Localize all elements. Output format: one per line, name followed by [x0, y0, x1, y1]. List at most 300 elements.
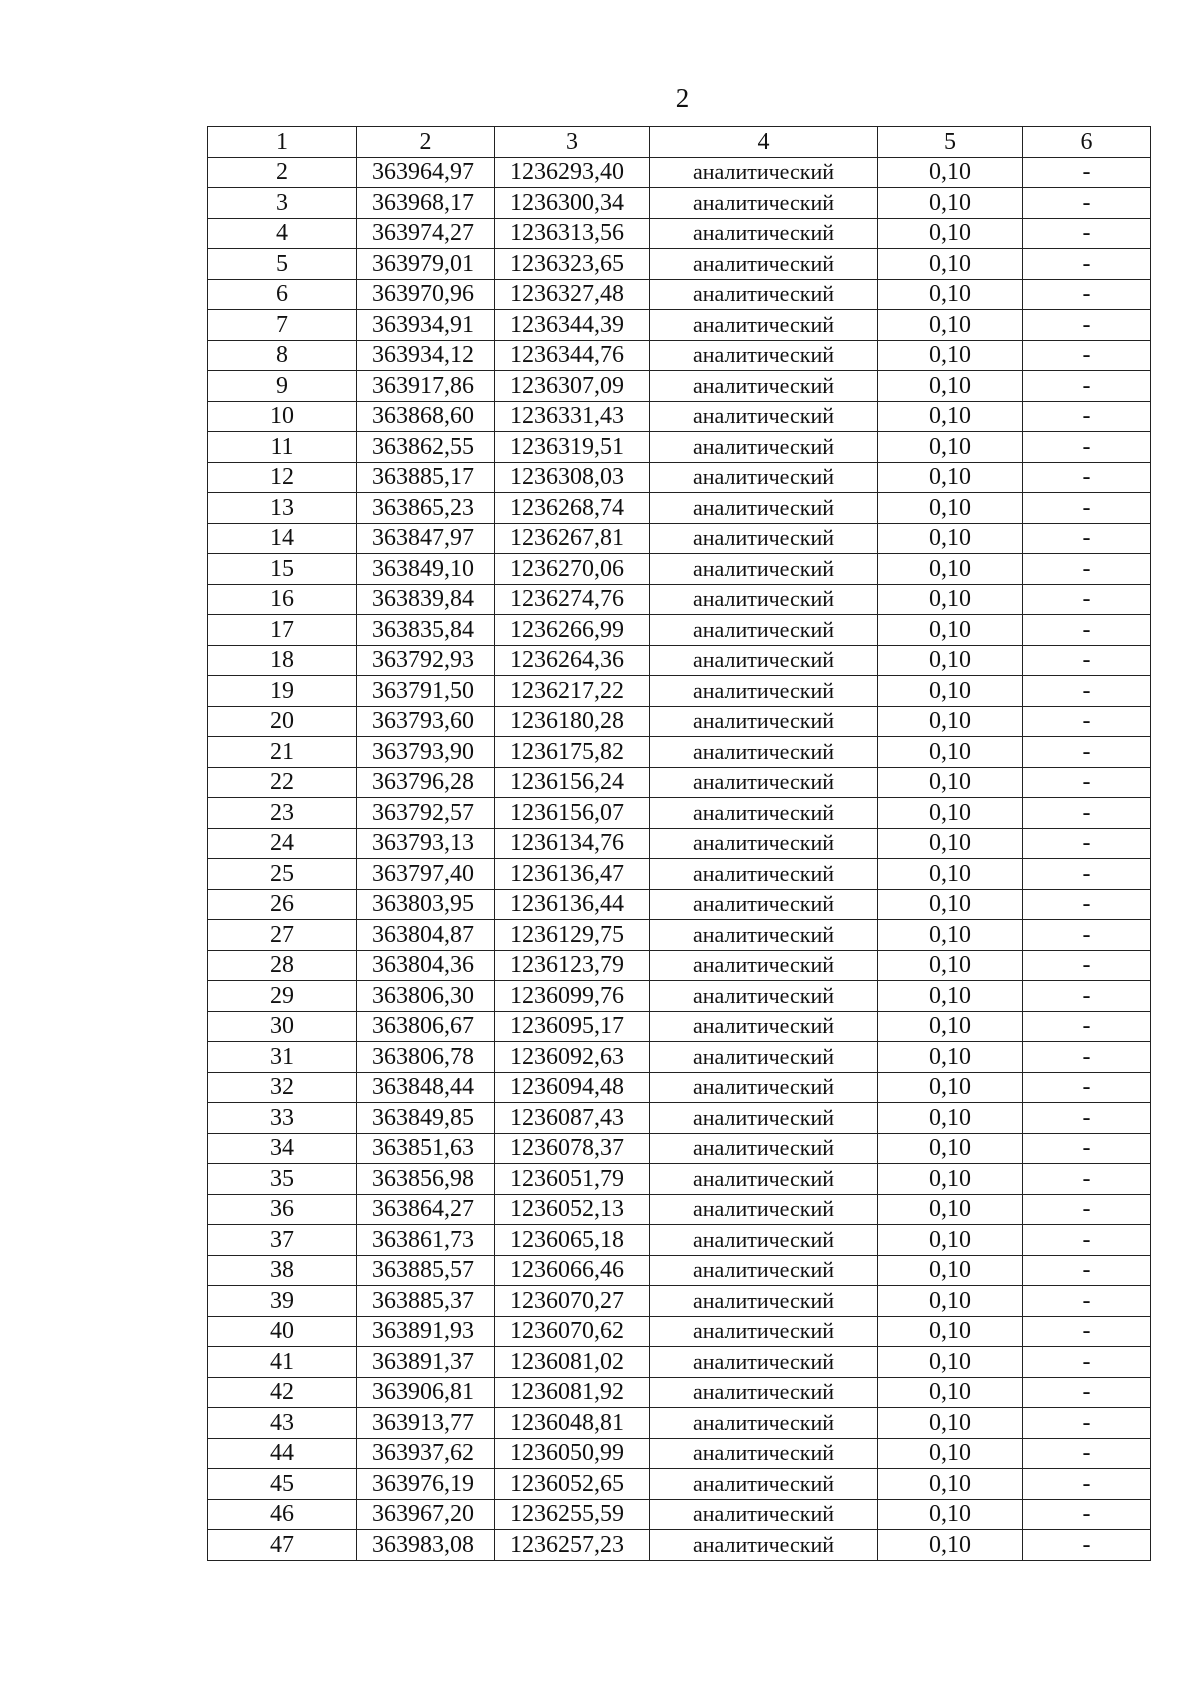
method-cell: аналитический — [650, 1347, 878, 1378]
accuracy-cell: 0,10 — [878, 645, 1023, 676]
y-coordinate-cell: 1236266,99 — [495, 615, 650, 646]
point-number-cell: 37 — [208, 1225, 357, 1256]
note-cell: - — [1023, 1316, 1151, 1347]
y-coordinate-cell: 1236274,76 — [495, 584, 650, 615]
table-row — [208, 279, 1151, 310]
note-cell: - — [1023, 1499, 1151, 1530]
page-number: 2 — [675, 83, 690, 113]
x-coordinate-cell: 363806,78 — [357, 1042, 495, 1073]
accuracy-cell: 0,10 — [878, 1072, 1023, 1103]
method-cell: аналитический — [650, 859, 878, 890]
table-row — [208, 371, 1151, 402]
point-number-cell: 31 — [208, 1042, 357, 1073]
y-coordinate-cell: 1236066,46 — [495, 1255, 650, 1286]
method-cell: аналитический — [650, 1255, 878, 1286]
method-cell: аналитический — [650, 1530, 878, 1561]
method-cell: аналитический — [650, 1072, 878, 1103]
method-cell: аналитический — [650, 1164, 878, 1195]
note-cell: - — [1023, 462, 1151, 493]
table-row — [208, 859, 1151, 890]
accuracy-cell: 0,10 — [878, 554, 1023, 585]
table-row — [208, 157, 1151, 188]
y-coordinate-cell: 1236307,09 — [495, 371, 650, 402]
table-row — [208, 645, 1151, 676]
y-coordinate-cell: 1236293,40 — [495, 157, 650, 188]
y-coordinate-cell: 1236136,47 — [495, 859, 650, 890]
method-cell: аналитический — [650, 1316, 878, 1347]
note-cell: - — [1023, 950, 1151, 981]
method-cell: аналитический — [650, 1011, 878, 1042]
x-coordinate-cell: 363849,85 — [357, 1103, 495, 1134]
point-number-cell: 13 — [208, 493, 357, 524]
accuracy-cell: 0,10 — [878, 310, 1023, 341]
accuracy-cell: 0,10 — [878, 371, 1023, 402]
accuracy-cell: 0,10 — [878, 584, 1023, 615]
point-number-cell: 10 — [208, 401, 357, 432]
method-cell: аналитический — [650, 950, 878, 981]
x-coordinate-cell: 363913,77 — [357, 1408, 495, 1439]
note-cell: - — [1023, 493, 1151, 524]
y-coordinate-cell: 1236270,06 — [495, 554, 650, 585]
method-cell: аналитический — [650, 218, 878, 249]
point-number-cell: 15 — [208, 554, 357, 585]
header-cell: 5 — [878, 127, 1023, 158]
x-coordinate-cell: 363806,30 — [357, 981, 495, 1012]
method-cell: аналитический — [650, 554, 878, 585]
note-cell: - — [1023, 828, 1151, 859]
accuracy-cell: 0,10 — [878, 767, 1023, 798]
method-cell: аналитический — [650, 493, 878, 524]
y-coordinate-cell: 1236048,81 — [495, 1408, 650, 1439]
note-cell: - — [1023, 310, 1151, 341]
method-cell: аналитический — [650, 279, 878, 310]
point-number-cell: 36 — [208, 1194, 357, 1225]
point-number-cell: 38 — [208, 1255, 357, 1286]
accuracy-cell: 0,10 — [878, 1103, 1023, 1134]
table-body — [208, 127, 1151, 1561]
table-row — [208, 249, 1151, 280]
method-cell: аналитический — [650, 371, 878, 402]
table-row — [208, 340, 1151, 371]
y-coordinate-cell: 1236300,34 — [495, 188, 650, 219]
table-row — [208, 218, 1151, 249]
note-cell: - — [1023, 1011, 1151, 1042]
note-cell: - — [1023, 1042, 1151, 1073]
y-coordinate-cell: 1236051,79 — [495, 1164, 650, 1195]
x-coordinate-cell: 363885,57 — [357, 1255, 495, 1286]
y-coordinate-cell: 1236095,17 — [495, 1011, 650, 1042]
accuracy-cell: 0,10 — [878, 1530, 1023, 1561]
y-coordinate-cell: 1236180,28 — [495, 706, 650, 737]
accuracy-cell: 0,10 — [878, 737, 1023, 768]
y-coordinate-cell: 1236264,36 — [495, 645, 650, 676]
table-row — [208, 950, 1151, 981]
header-cell: 2 — [357, 127, 495, 158]
y-coordinate-cell: 1236323,65 — [495, 249, 650, 280]
table-header-row — [208, 127, 1151, 158]
accuracy-cell: 0,10 — [878, 1011, 1023, 1042]
accuracy-cell: 0,10 — [878, 676, 1023, 707]
x-coordinate-cell: 363979,01 — [357, 249, 495, 280]
table-row — [208, 767, 1151, 798]
note-cell: - — [1023, 1347, 1151, 1378]
point-number-cell: 14 — [208, 523, 357, 554]
method-cell: аналитический — [650, 1194, 878, 1225]
method-cell: аналитический — [650, 1103, 878, 1134]
method-cell: аналитический — [650, 981, 878, 1012]
point-number-cell: 22 — [208, 767, 357, 798]
accuracy-cell: 0,10 — [878, 1469, 1023, 1500]
accuracy-cell: 0,10 — [878, 920, 1023, 951]
y-coordinate-cell: 1236087,43 — [495, 1103, 650, 1134]
point-number-cell: 21 — [208, 737, 357, 768]
method-cell: аналитический — [650, 1469, 878, 1500]
x-coordinate-cell: 363793,13 — [357, 828, 495, 859]
y-coordinate-cell: 1236257,23 — [495, 1530, 650, 1561]
note-cell: - — [1023, 218, 1151, 249]
y-coordinate-cell: 1236081,02 — [495, 1347, 650, 1378]
x-coordinate-cell: 363803,95 — [357, 889, 495, 920]
method-cell: аналитический — [650, 1408, 878, 1439]
method-cell: аналитический — [650, 767, 878, 798]
point-number-cell: 29 — [208, 981, 357, 1012]
method-cell: аналитический — [650, 401, 878, 432]
x-coordinate-cell: 363864,27 — [357, 1194, 495, 1225]
accuracy-cell: 0,10 — [878, 1194, 1023, 1225]
x-coordinate-cell: 363885,37 — [357, 1286, 495, 1317]
note-cell: - — [1023, 1194, 1151, 1225]
method-cell: аналитический — [650, 584, 878, 615]
table-row — [208, 981, 1151, 1012]
x-coordinate-cell: 363796,28 — [357, 767, 495, 798]
table-row — [208, 401, 1151, 432]
accuracy-cell: 0,10 — [878, 401, 1023, 432]
accuracy-cell: 0,10 — [878, 1438, 1023, 1469]
y-coordinate-cell: 1236267,81 — [495, 523, 650, 554]
method-cell: аналитический — [650, 157, 878, 188]
accuracy-cell: 0,10 — [878, 279, 1023, 310]
x-coordinate-cell: 363848,44 — [357, 1072, 495, 1103]
y-coordinate-cell: 1236052,65 — [495, 1469, 650, 1500]
table-row — [208, 1072, 1151, 1103]
point-number-cell: 23 — [208, 798, 357, 829]
point-number-cell: 18 — [208, 645, 357, 676]
point-number-cell: 32 — [208, 1072, 357, 1103]
accuracy-cell: 0,10 — [878, 798, 1023, 829]
note-cell: - — [1023, 249, 1151, 280]
table-row — [208, 1286, 1151, 1317]
x-coordinate-cell: 363804,36 — [357, 950, 495, 981]
x-coordinate-cell: 363868,60 — [357, 401, 495, 432]
x-coordinate-cell: 363967,20 — [357, 1499, 495, 1530]
x-coordinate-cell: 363891,37 — [357, 1347, 495, 1378]
header-cell: 6 — [1023, 127, 1151, 158]
method-cell: аналитический — [650, 920, 878, 951]
method-cell: аналитический — [650, 188, 878, 219]
x-coordinate-cell: 363792,57 — [357, 798, 495, 829]
table-row — [208, 432, 1151, 463]
accuracy-cell: 0,10 — [878, 188, 1023, 219]
x-coordinate-cell: 363974,27 — [357, 218, 495, 249]
table-row — [208, 523, 1151, 554]
table-row — [208, 706, 1151, 737]
method-cell: аналитический — [650, 1042, 878, 1073]
point-number-cell: 26 — [208, 889, 357, 920]
x-coordinate-cell: 363806,67 — [357, 1011, 495, 1042]
table-row — [208, 1499, 1151, 1530]
accuracy-cell: 0,10 — [878, 218, 1023, 249]
table-row — [208, 1408, 1151, 1439]
note-cell: - — [1023, 645, 1151, 676]
note-cell: - — [1023, 523, 1151, 554]
table-row — [208, 1103, 1151, 1134]
point-number-cell: 16 — [208, 584, 357, 615]
y-coordinate-cell: 1236092,63 — [495, 1042, 650, 1073]
x-coordinate-cell: 363861,73 — [357, 1225, 495, 1256]
note-cell: - — [1023, 157, 1151, 188]
y-coordinate-cell: 1236308,03 — [495, 462, 650, 493]
note-cell: - — [1023, 188, 1151, 219]
note-cell: - — [1023, 737, 1151, 768]
table-row — [208, 920, 1151, 951]
accuracy-cell: 0,10 — [878, 1316, 1023, 1347]
table-row — [208, 1194, 1151, 1225]
table-row — [208, 1347, 1151, 1378]
accuracy-cell: 0,10 — [878, 493, 1023, 524]
accuracy-cell: 0,10 — [878, 706, 1023, 737]
point-number-cell: 9 — [208, 371, 357, 402]
accuracy-cell: 0,10 — [878, 1164, 1023, 1195]
accuracy-cell: 0,10 — [878, 1377, 1023, 1408]
y-coordinate-cell: 1236156,24 — [495, 767, 650, 798]
x-coordinate-cell: 363968,17 — [357, 188, 495, 219]
method-cell: аналитический — [650, 340, 878, 371]
point-number-cell: 45 — [208, 1469, 357, 1500]
note-cell: - — [1023, 1408, 1151, 1439]
y-coordinate-cell: 1236327,48 — [495, 279, 650, 310]
y-coordinate-cell: 1236070,62 — [495, 1316, 650, 1347]
y-coordinate-cell: 1236094,48 — [495, 1072, 650, 1103]
y-coordinate-cell: 1236052,13 — [495, 1194, 650, 1225]
point-number-cell: 20 — [208, 706, 357, 737]
table-row — [208, 889, 1151, 920]
method-cell: аналитический — [650, 645, 878, 676]
accuracy-cell: 0,10 — [878, 1347, 1023, 1378]
point-number-cell: 6 — [208, 279, 357, 310]
point-number-cell: 12 — [208, 462, 357, 493]
table-row — [208, 1438, 1151, 1469]
table-row — [208, 1042, 1151, 1073]
method-cell: аналитический — [650, 432, 878, 463]
point-number-cell: 42 — [208, 1377, 357, 1408]
point-number-cell: 11 — [208, 432, 357, 463]
accuracy-cell: 0,10 — [878, 615, 1023, 646]
table-row — [208, 310, 1151, 341]
note-cell: - — [1023, 279, 1151, 310]
note-cell: - — [1023, 371, 1151, 402]
accuracy-cell: 0,10 — [878, 1255, 1023, 1286]
method-cell: аналитический — [650, 737, 878, 768]
y-coordinate-cell: 1236217,22 — [495, 676, 650, 707]
x-coordinate-cell: 363835,84 — [357, 615, 495, 646]
accuracy-cell: 0,10 — [878, 950, 1023, 981]
method-cell: аналитический — [650, 828, 878, 859]
note-cell: - — [1023, 1469, 1151, 1500]
y-coordinate-cell: 1236078,37 — [495, 1133, 650, 1164]
table-row — [208, 676, 1151, 707]
method-cell: аналитический — [650, 615, 878, 646]
table-row — [208, 462, 1151, 493]
note-cell: - — [1023, 1255, 1151, 1286]
x-coordinate-cell: 363934,91 — [357, 310, 495, 341]
point-number-cell: 39 — [208, 1286, 357, 1317]
x-coordinate-cell: 363885,17 — [357, 462, 495, 493]
table-row — [208, 1225, 1151, 1256]
x-coordinate-cell: 363792,93 — [357, 645, 495, 676]
x-coordinate-cell: 363851,63 — [357, 1133, 495, 1164]
y-coordinate-cell: 1236136,44 — [495, 889, 650, 920]
point-number-cell: 46 — [208, 1499, 357, 1530]
note-cell: - — [1023, 798, 1151, 829]
method-cell: аналитический — [650, 1499, 878, 1530]
y-coordinate-cell: 1236081,92 — [495, 1377, 650, 1408]
table-row — [208, 1469, 1151, 1500]
y-coordinate-cell: 1236129,75 — [495, 920, 650, 951]
note-cell: - — [1023, 1133, 1151, 1164]
note-cell: - — [1023, 1164, 1151, 1195]
note-cell: - — [1023, 1286, 1151, 1317]
note-cell: - — [1023, 340, 1151, 371]
accuracy-cell: 0,10 — [878, 523, 1023, 554]
method-cell: аналитический — [650, 1286, 878, 1317]
y-coordinate-cell: 1236255,59 — [495, 1499, 650, 1530]
point-number-cell: 5 — [208, 249, 357, 280]
point-number-cell: 19 — [208, 676, 357, 707]
method-cell: аналитический — [650, 706, 878, 737]
x-coordinate-cell: 363983,08 — [357, 1530, 495, 1561]
table-row — [208, 188, 1151, 219]
point-number-cell: 44 — [208, 1438, 357, 1469]
note-cell: - — [1023, 1103, 1151, 1134]
method-cell: аналитический — [650, 676, 878, 707]
point-number-cell: 43 — [208, 1408, 357, 1439]
coordinates-table — [207, 126, 1151, 1561]
accuracy-cell: 0,10 — [878, 340, 1023, 371]
x-coordinate-cell: 363970,96 — [357, 279, 495, 310]
method-cell: аналитический — [650, 889, 878, 920]
x-coordinate-cell: 363934,12 — [357, 340, 495, 371]
point-number-cell: 2 — [208, 157, 357, 188]
y-coordinate-cell: 1236313,56 — [495, 218, 650, 249]
point-number-cell: 3 — [208, 188, 357, 219]
method-cell: аналитический — [650, 1225, 878, 1256]
table-row — [208, 737, 1151, 768]
note-cell: - — [1023, 889, 1151, 920]
x-coordinate-cell: 363865,23 — [357, 493, 495, 524]
note-cell: - — [1023, 1225, 1151, 1256]
header-cell: 1 — [208, 127, 357, 158]
note-cell: - — [1023, 1377, 1151, 1408]
x-coordinate-cell: 363917,86 — [357, 371, 495, 402]
y-coordinate-cell: 1236050,99 — [495, 1438, 650, 1469]
accuracy-cell: 0,10 — [878, 889, 1023, 920]
method-cell: аналитический — [650, 523, 878, 554]
x-coordinate-cell: 363847,97 — [357, 523, 495, 554]
table-row — [208, 1164, 1151, 1195]
x-coordinate-cell: 363791,50 — [357, 676, 495, 707]
method-cell: аналитический — [650, 1377, 878, 1408]
x-coordinate-cell: 363856,98 — [357, 1164, 495, 1195]
point-number-cell: 4 — [208, 218, 357, 249]
table-row — [208, 615, 1151, 646]
note-cell: - — [1023, 859, 1151, 890]
note-cell: - — [1023, 981, 1151, 1012]
point-number-cell: 28 — [208, 950, 357, 981]
method-cell: аналитический — [650, 249, 878, 280]
table-row — [208, 828, 1151, 859]
table-row — [208, 1377, 1151, 1408]
table-row — [208, 554, 1151, 585]
method-cell: аналитический — [650, 1438, 878, 1469]
y-coordinate-cell: 1236123,79 — [495, 950, 650, 981]
table-row — [208, 493, 1151, 524]
y-coordinate-cell: 1236268,74 — [495, 493, 650, 524]
y-coordinate-cell: 1236156,07 — [495, 798, 650, 829]
table-row — [208, 1133, 1151, 1164]
point-number-cell: 40 — [208, 1316, 357, 1347]
x-coordinate-cell: 363862,55 — [357, 432, 495, 463]
point-number-cell: 27 — [208, 920, 357, 951]
point-number-cell: 17 — [208, 615, 357, 646]
note-cell: - — [1023, 1530, 1151, 1561]
note-cell: - — [1023, 1438, 1151, 1469]
x-coordinate-cell: 363793,60 — [357, 706, 495, 737]
y-coordinate-cell: 1236065,18 — [495, 1225, 650, 1256]
note-cell: - — [1023, 432, 1151, 463]
note-cell: - — [1023, 615, 1151, 646]
point-number-cell: 30 — [208, 1011, 357, 1042]
table-row — [208, 1530, 1151, 1561]
y-coordinate-cell: 1236344,76 — [495, 340, 650, 371]
accuracy-cell: 0,10 — [878, 1133, 1023, 1164]
point-number-cell: 33 — [208, 1103, 357, 1134]
y-coordinate-cell: 1236319,51 — [495, 432, 650, 463]
x-coordinate-cell: 363891,93 — [357, 1316, 495, 1347]
point-number-cell: 34 — [208, 1133, 357, 1164]
accuracy-cell: 0,10 — [878, 1499, 1023, 1530]
point-number-cell: 47 — [208, 1530, 357, 1561]
y-coordinate-cell: 1236331,43 — [495, 401, 650, 432]
note-cell: - — [1023, 676, 1151, 707]
point-number-cell: 25 — [208, 859, 357, 890]
note-cell: - — [1023, 554, 1151, 585]
table-row — [208, 1316, 1151, 1347]
y-coordinate-cell: 1236134,76 — [495, 828, 650, 859]
point-number-cell: 35 — [208, 1164, 357, 1195]
x-coordinate-cell: 363937,62 — [357, 1438, 495, 1469]
method-cell: аналитический — [650, 310, 878, 341]
note-cell: - — [1023, 920, 1151, 951]
table-row — [208, 584, 1151, 615]
note-cell: - — [1023, 584, 1151, 615]
method-cell: аналитический — [650, 798, 878, 829]
accuracy-cell: 0,10 — [878, 859, 1023, 890]
y-coordinate-cell: 1236175,82 — [495, 737, 650, 768]
x-coordinate-cell: 363804,87 — [357, 920, 495, 951]
accuracy-cell: 0,10 — [878, 432, 1023, 463]
point-number-cell: 24 — [208, 828, 357, 859]
note-cell: - — [1023, 767, 1151, 798]
